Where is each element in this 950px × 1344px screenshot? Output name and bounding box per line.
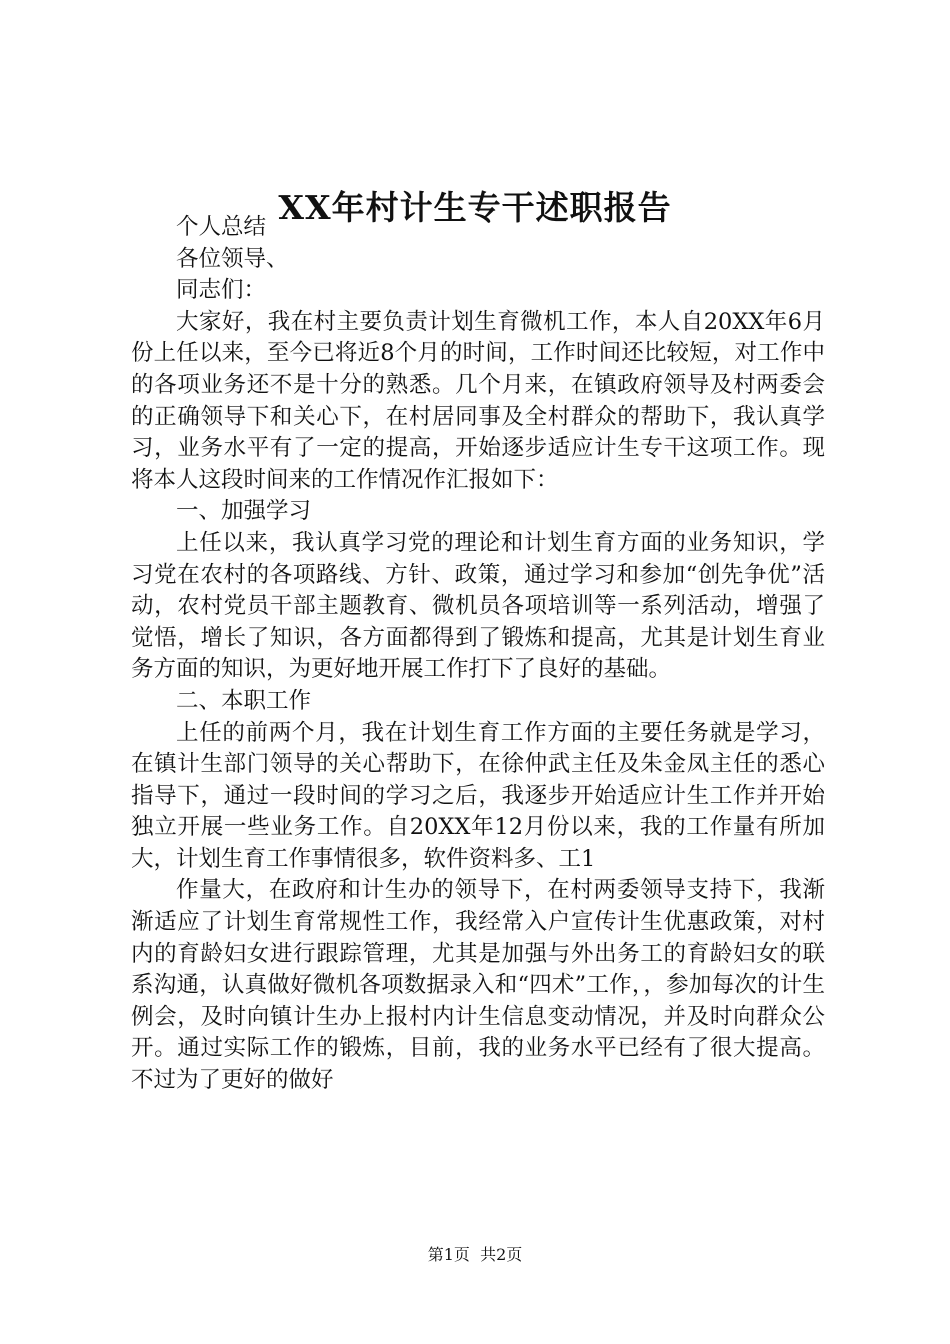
paragraph-salutation-leaders: 各位领导、: [176, 245, 289, 272]
paragraph-study: 上任以来，我认真学习党的理论和计划生育方面的业务知识，学习党在农村的各项路线、方针、政策，通过学习和参加“创先争优”活动，农村党员干部主题教育、微机员各项培训等一系列活动，增强了觉悟，增长了知识，各方面都得到了锻炼和提高，尤其是计划生育业务方面的知识，为更好地开展工作打下了良好的基础。: [131, 529, 825, 683]
paragraph-job-duties: 上任的前两个月，我在计划生育工作方面的主要任务就是学习，在镇计生部门领导的关心帮助下，在徐仲武主任及朱金凤主任的悉心指导下，通过一段时间的学习之后，我逐步开始适应计生工作并开始独立开展一些业务工作。自20XX年12月份以来，我的工作量有所加大，计划生育工作事情很多，软件资料多、工1: [131, 719, 825, 872]
document-title: XX年村计生专干述职报告: [278, 188, 672, 227]
document-body: [131, 212, 825, 1097]
heading-strengthen-study: 一、加强学习: [176, 498, 312, 525]
paragraph-job-duties-continued: 作量大，在政府和计生办的领导下，在村两委领导支持下，我渐渐适应了计划生育常规性工作，我经常入户宣传计生优惠政策，对村内的育龄妇女进行跟踪管理，尤其是加强与外出务工的育龄妇女的联系沟通，认真做好微机各项数据录入和“四术”工作，，参加每次的计生例会，及时向镇计生办上报村内计生信息变动情况，并及时向群众公开。通过实际工作的锻炼，目前，我的业务水平已经有了很大提高。不过为了更好的做好: [131, 877, 825, 1094]
paragraph-section-label: 个人总结: [176, 214, 267, 240]
page-number: 第1页 共2页: [427, 1245, 523, 1264]
page-footer: [0, 1244, 950, 1266]
paragraph-introduction: 大家好，我在村主要负责计划生育微机工作，本人自20XX年6月份上任以来，至今已将近8个月的时间，工作时间还比较短，对工作中的各项业务还不是十分的熟悉。几个月来，在镇政府领导及村两委会的正确领导下和关心下，在村居同事及全村群众的帮助下，我认真学习，业务水平有了一定的提高，开始逐步适应计生专干这项工作。现将本人这段时间来的工作情况作汇报如下：: [131, 308, 825, 493]
paragraph-salutation-comrades: 同志们：: [176, 277, 267, 304]
heading-job-duties: 二、本职工作: [176, 687, 312, 714]
